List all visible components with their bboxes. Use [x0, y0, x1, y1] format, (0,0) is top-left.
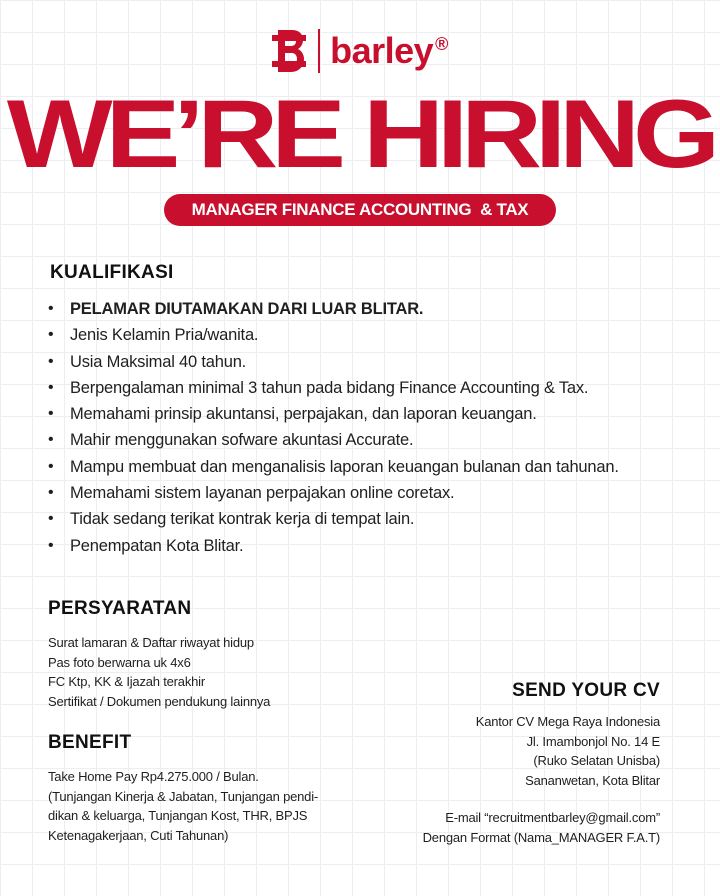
bullet-icon: • — [48, 484, 54, 502]
address-line: Sananwetan, Kota Blitar — [525, 772, 660, 788]
kualifikasi-title: KUALIFIKASI — [50, 262, 174, 283]
list-item: FC Ktp, KK & Ijazah terakhir — [48, 674, 205, 689]
list-item — [48, 480, 688, 506]
registered-mark: ® — [435, 34, 448, 54]
bullet-icon: • — [48, 378, 54, 396]
brand-logo — [0, 28, 720, 74]
contact-info — [423, 808, 660, 847]
position-badge: MANAGER FINANCE ACCOUNTING & TAX — [164, 194, 556, 226]
list-item-text: Memahami prinsip akuntansi, perpajakan, dan laporan keuangan. — [70, 405, 537, 424]
list-item-text: Tidak sedang terikat kontrak kerja di tempat lain. — [70, 510, 415, 529]
list-item — [48, 322, 688, 348]
list-item — [48, 349, 688, 375]
benefit-title: BENEFIT — [48, 732, 132, 753]
persyaratan-title: PERSYARATAN — [48, 598, 192, 619]
list-item — [48, 401, 688, 427]
list-item — [48, 454, 688, 480]
office-address — [476, 712, 660, 790]
brand-name — [330, 30, 448, 72]
kualifikasi-list — [48, 296, 688, 559]
list-item — [48, 427, 688, 453]
benefit-line: (Tunjangan Kinerja & Jabatan, Tunjangan pendi- — [48, 788, 319, 804]
list-item — [48, 533, 688, 559]
email-line: E-mail “recruitmentbarley@gmail.com” — [445, 810, 660, 825]
send-cv-title: SEND YOUR CV — [512, 680, 660, 701]
bullet-icon: • — [48, 510, 54, 528]
address-line: Kantor CV Mega Raya Indonesia — [475, 714, 660, 729]
bullet-icon: • — [48, 431, 54, 449]
bullet-icon: • — [48, 326, 54, 344]
list-item-text: Mampu membuat dan menganalisis laporan keuangan bulanan dan tahunan. — [70, 457, 619, 476]
list-item: Pas foto berwarna uk 4x6 — [48, 654, 191, 670]
logo-divider — [318, 29, 320, 73]
list-item-text: Mahir menggunakan sofware akuntasi Accurate. — [70, 431, 414, 450]
list-item-text: Jenis Kelamin Pria/wanita. — [70, 326, 259, 345]
list-item-text: PELAMAR DIUTAMAKAN DARI LUAR BLITAR. — [70, 300, 424, 318]
list-item: Sertifikat / Dokumen pendukung lainnya — [48, 693, 271, 709]
format-line: Dengan Format (Nama_MANAGER F.A.T) — [422, 829, 660, 845]
address-line: (Ruko Selatan Unisba) — [533, 753, 660, 768]
benefit-line: dikan & keluarga, Tunjangan Kost, THR, BPJS — [48, 808, 308, 823]
list-item — [48, 375, 688, 401]
brand-name-text: barley — [330, 30, 434, 71]
persyaratan-list — [48, 633, 270, 711]
benefit-text — [48, 767, 318, 845]
list-item-text: Memahami sistem layanan perpajakan online coretax. — [70, 484, 455, 503]
benefit-line: Ketenagakerjaan, Cuti Tahunan) — [48, 827, 229, 843]
barley-b-logo-icon — [272, 28, 306, 74]
list-item-text: Berpengalaman minimal 3 tahun pada bidang Finance Accounting & Tax. — [70, 378, 589, 397]
bullet-icon: • — [48, 352, 54, 370]
bullet-icon: • — [48, 405, 54, 423]
list-item-text: Usia Maksimal 40 tahun. — [70, 352, 247, 371]
list-item — [48, 296, 688, 322]
headline: WE’RE HIRING — [6, 79, 714, 188]
list-item — [48, 506, 688, 532]
list-item-text: Penempatan Kota Blitar. — [70, 536, 244, 555]
bullet-icon: • — [48, 457, 54, 475]
list-item: Surat lamaran & Daftar riwayat hidup — [48, 635, 254, 650]
benefit-line: Take Home Pay Rp4.275.000 / Bulan. — [48, 769, 259, 784]
bullet-icon: • — [48, 536, 54, 554]
bullet-icon: • — [48, 300, 54, 317]
address-line: Jl. Imambonjol No. 14 E — [526, 733, 660, 749]
